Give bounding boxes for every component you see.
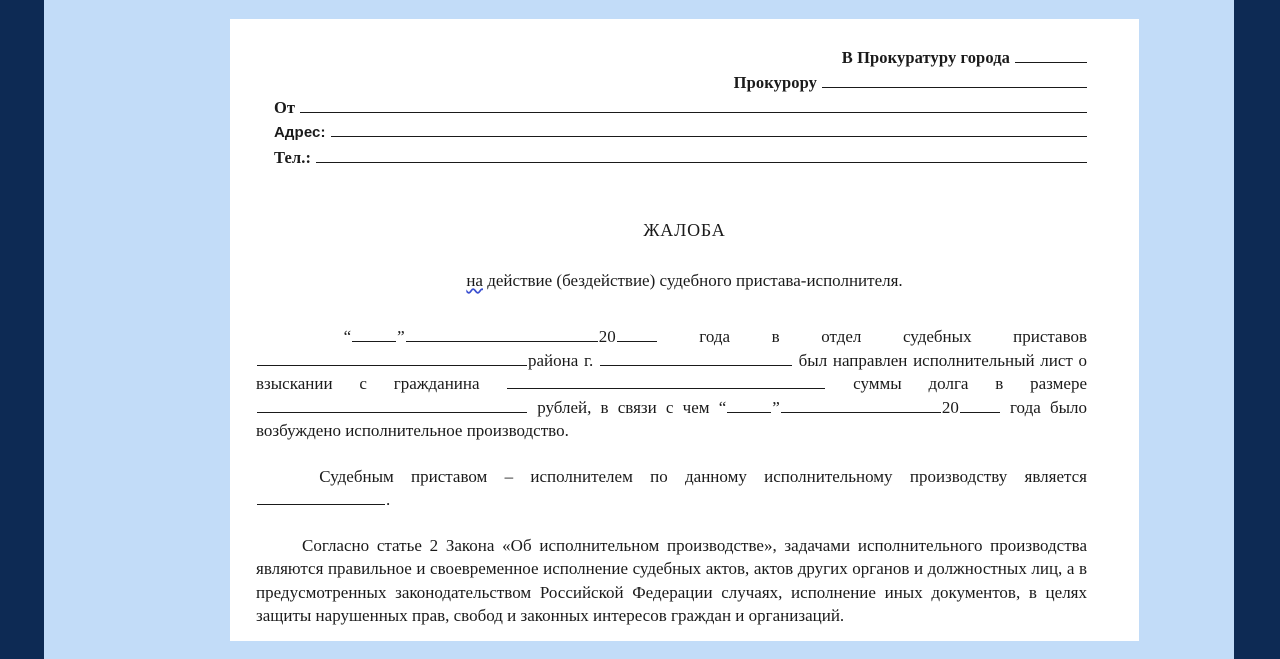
p1-seg6: года было возбуждено исполнительное производство. (256, 397, 1088, 440)
paragraph-3: Согласно статье 2 Закона «Об исполнительном производстве», задачами исполнительного производства являются правильное и своевременное исполнение судебных актов, актов других органов и должностных лиц, а в предусмотренных законодательством Российской Федерации случаях, исполнение иных документов, в целях защиты нарушенных прав, свобод и законных интересов граждан и организаций. (256, 535, 1087, 625)
document-page (230, 19, 1139, 641)
document-page-content (230, 19, 1139, 628)
header-line-phone (274, 145, 1087, 170)
paragraph-2 (256, 465, 1087, 512)
fill-blank-p1-citizen[interactable] (507, 374, 825, 389)
fill-blank-p1-day[interactable] (352, 327, 396, 342)
p1-quote-open: “ (343, 327, 352, 346)
document-subtitle-text: действие (бездействие) судебного пристава-исполнителя. (482, 271, 903, 290)
document-body (230, 325, 1139, 628)
p1-quote-open-2: “ (718, 397, 727, 417)
paragraph-1 (256, 325, 1087, 443)
fill-blank-p2-bailiff-name[interactable] (257, 490, 385, 505)
spellcheck-flagged-word: на (466, 271, 483, 290)
p1-seg2: района г. (528, 350, 599, 370)
p1-year-prefix-2: 20 (941, 397, 959, 417)
fill-blank-p1-month-2[interactable] (781, 397, 941, 412)
p2-seg1: Судебным приставом – исполнителем по данному исполнительному производству является (319, 466, 1087, 486)
header-line-prosecutor (274, 70, 1087, 95)
fill-blank-phone[interactable] (316, 147, 1087, 163)
document-subtitle (230, 271, 1139, 291)
document-title: ЖАЛОБА (643, 220, 726, 240)
header-line-prosecutors-office (274, 45, 1087, 70)
header-line-address (274, 120, 1087, 145)
fill-blank-p1-day-2[interactable] (727, 397, 771, 412)
p1-seg1: года в отдел судебных приставов (657, 327, 1088, 346)
fill-blank-p1-bailiff-dept[interactable] (257, 350, 527, 365)
fill-blank-p1-year[interactable] (617, 327, 657, 342)
fill-blank-p1-year-2[interactable] (960, 397, 1000, 412)
fill-blank-p1-month[interactable] (406, 327, 598, 342)
fill-blank-p1-amount[interactable] (257, 397, 527, 412)
header-label-phone: Тел.: (274, 148, 312, 167)
p1-seg3: был направлен исполнительный лист о взыскании с гражданина (256, 350, 1088, 393)
p1-quote-close-2: ” (772, 397, 780, 417)
header-label-prosecutor: Прокурору (733, 73, 817, 92)
fill-blank-from[interactable] (300, 97, 1087, 113)
p1-seg4: суммы долга в размере (826, 374, 1087, 393)
fill-blank-prosecutor-name[interactable] (822, 72, 1087, 88)
fill-blank-address[interactable] (331, 121, 1087, 137)
header-label-prosecutors-office: В Прокуратуру города (841, 48, 1010, 67)
header-line-from (274, 95, 1087, 120)
p2-seg2: . (386, 490, 391, 509)
header-label-from: От (274, 98, 296, 117)
fill-blank-p1-city[interactable] (600, 350, 792, 365)
addressee-header-block (230, 45, 1139, 170)
p1-seg5: рублей, в связи с чем (528, 397, 719, 417)
header-label-address: Адрес: (274, 124, 326, 141)
p1-quote-close: ” (397, 327, 405, 346)
p1-year-prefix: 20 (598, 327, 616, 346)
document-workspace-background (44, 0, 1234, 659)
fill-blank-city[interactable] (1015, 47, 1087, 63)
